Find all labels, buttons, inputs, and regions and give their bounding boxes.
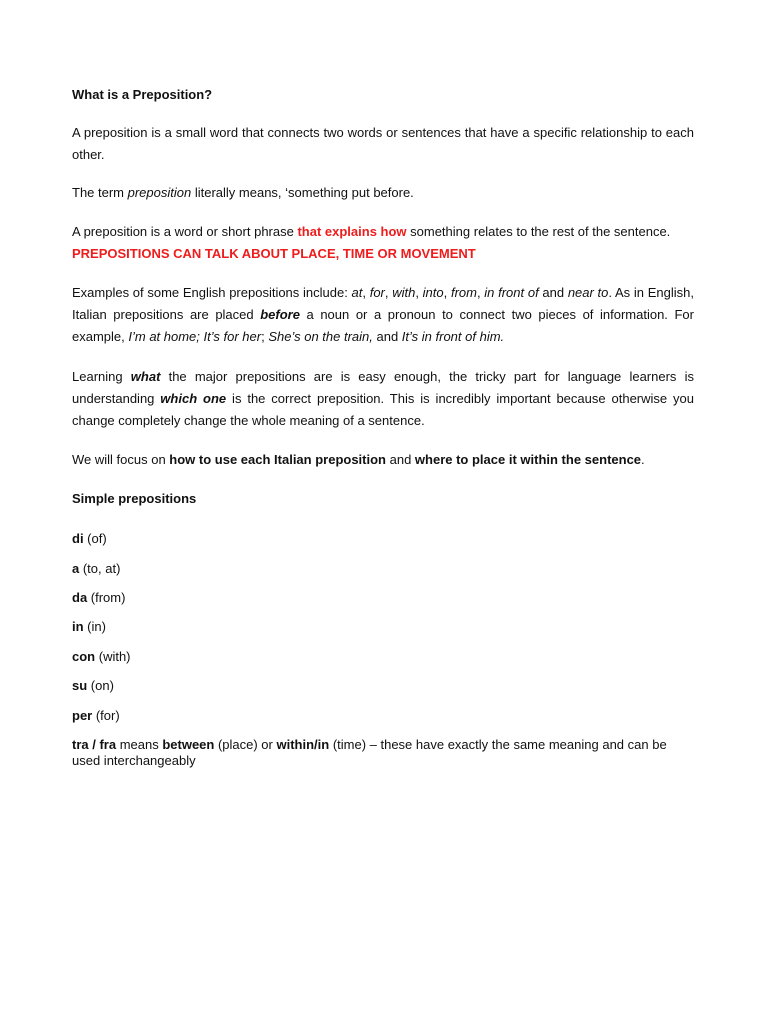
paragraph-examples: Examples of some English prepositions include: at, for, with, into, from, in front of and near to. As in English, Italian prepositions are placed before a noun or a pronoun to connect two pieces of information. For example, I’m at home; It’s for her; She’s on the train, and It’s in front of him. <box>72 285 694 344</box>
preposition-item: da (from) <box>72 590 126 605</box>
paragraph-focus: We will focus on how to use each Italian preposition and where to place it within the sentence. <box>72 452 645 467</box>
subheading-simple-prepositions: Simple prepositions <box>72 491 197 506</box>
paragraph-learning: Learning what the major prepositions are is easy enough, the tricky part for language learners is understanding which one is the correct preposition. This is incredibly important because otherwise you change completely change the whole meaning of a sentence. <box>72 369 694 428</box>
caps-statement: PREPOSITIONS CAN TALK ABOUT PLACE, TIME OR MOVEMENT <box>72 246 476 261</box>
paragraph-explains: A preposition is a word or short phrase that explains how something relates to the rest of the sentence. <box>72 224 671 239</box>
term-preposition: preposition <box>127 185 192 200</box>
preposition-item: per (for) <box>72 708 120 723</box>
preposition-item: con (with) <box>72 649 131 664</box>
emphasis-before: before <box>260 307 300 322</box>
preposition-item-tra-fra: tra / fra means between (place) or within/in (time) – these have exactly the same meaning and can be used interchangeably <box>72 737 667 768</box>
paragraph-term: The term preposition literally means, ‘something put before. <box>72 185 414 200</box>
preposition-item: a (to, at) <box>72 561 121 576</box>
preposition-item: su (on) <box>72 678 114 693</box>
preposition-item: di (of) <box>72 531 107 546</box>
paragraph-definition: A preposition is a small word that connects two words or sentences that have a specific relationship to each other. <box>72 125 694 162</box>
preposition-item: in (in) <box>72 619 106 634</box>
highlight-explains-how: that explains how <box>297 224 407 239</box>
emphasis-what: what <box>130 369 161 384</box>
document-title: What is a Preposition? <box>72 87 213 102</box>
emphasis-which-one: which one <box>160 391 227 406</box>
